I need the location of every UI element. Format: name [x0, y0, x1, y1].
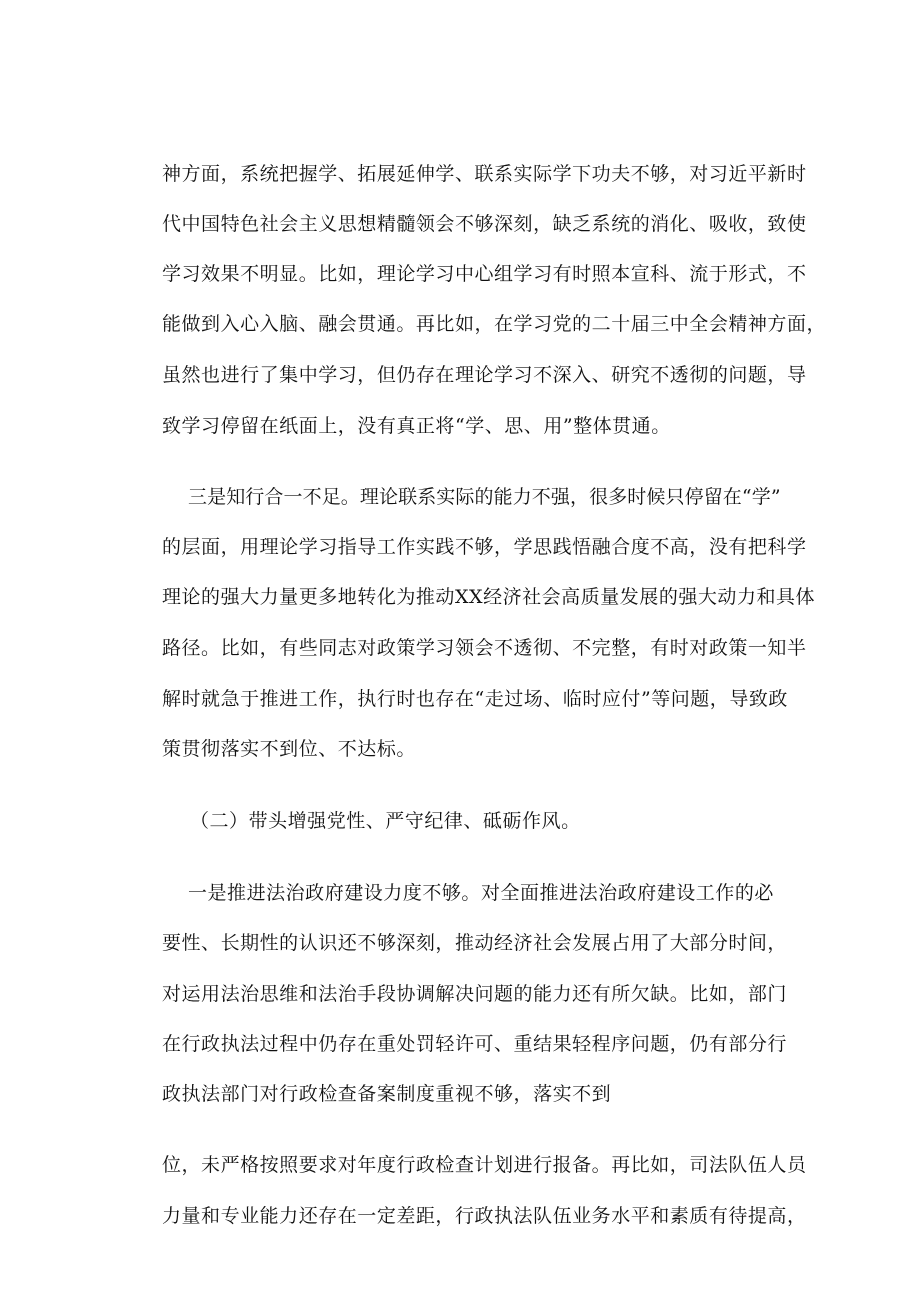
body-text-line: 致学习停留在纸面上，没有真正将“学、思、用”整体贯通。: [162, 415, 671, 437]
body-text-line: 策贯彻落实不到位、不达标。: [162, 738, 416, 760]
paragraph-heading-line: 一是推进法治政府建设力度不够。对全面推进法治政府建设工作的必: [188, 882, 774, 904]
body-text-line: 政执法部门对行政检查备案制度重视不够，落实不到: [162, 1083, 612, 1105]
body-text-line: 虽然也进行了集中学习，但仍存在理论学习不深入、研究不透彻的问题，导: [162, 364, 807, 386]
body-text-line: 学习效果不明显。比如，理论学习中心组学习有时照本宣科、流于形式，不: [162, 263, 807, 285]
body-text-line: 理论的强大力量更多地转化为推动XX经济社会高质量发展的强大动力和具体: [162, 586, 816, 608]
body-text-line: 神方面，系统把握学、拓展延伸学、联系实际学下功夫不够，对习近平新时: [162, 163, 807, 185]
body-text-line: 的层面，用理论学习指导工作实践不够，学思践悟融合度不高，没有把科学: [162, 536, 807, 558]
body-text-line: 路径。比如，有些同志对政策学习领会不透彻、不完整，有时对政策一知半: [162, 637, 807, 659]
body-text-line: 代中国特色社会主义思想精髓领会不够深刻，缺乏系统的消化、吸收，致使: [162, 213, 807, 235]
paragraph-heading-line: 三是知行合一不足。理论联系实际的能力不强，很多时候只停留在“学”: [188, 486, 781, 508]
body-text-line: 在行政执法过程中仍存在重处罚轻许可、重结果轻程序问题，仍有部分行: [162, 1033, 787, 1055]
body-text-line: 要性、长期性的认识还不够深刻，推动经济社会发展占用了大部分时间，: [162, 932, 787, 954]
body-text-line: 位，未严格按照要求对年度行政检查计划进行报备。再比如，司法队伍人员: [162, 1154, 807, 1176]
body-text-line: 能做到入心入脑、融会贯通。再比如，在学习党的二十届三中全会精神方面，: [162, 313, 827, 335]
body-text-line: 解时就急于推进工作，执行时也存在“走过场、临时应付”等问题，导致政: [162, 688, 788, 710]
section-heading: （二）带头增强党性、严守纪律、砥砺作风。: [190, 810, 581, 832]
body-text-line: 对运用法治思维和法治手段协调解决问题的能力还有所欠缺。比如，部门: [162, 983, 787, 1005]
body-text-line: 力量和专业能力还存在一定差距，行政执法队伍业务水平和素质有待提高，: [162, 1205, 807, 1227]
